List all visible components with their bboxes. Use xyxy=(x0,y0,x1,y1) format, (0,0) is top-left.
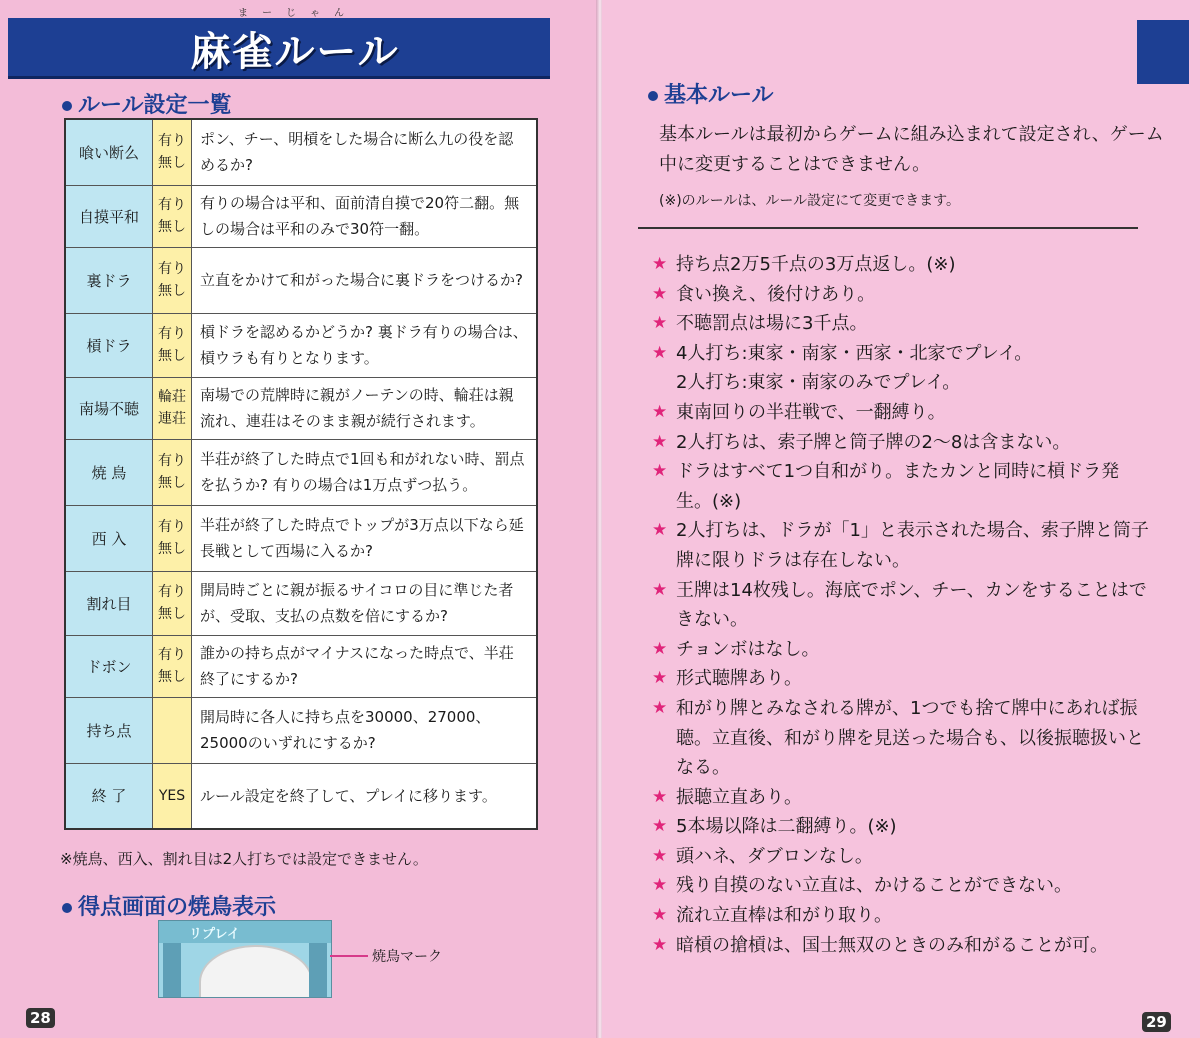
rule-option: YES xyxy=(153,763,192,829)
rule-description: 開局時に各人に持ち点を30000、27000、25000のいずれにするか? xyxy=(192,697,538,763)
rule-text: 和がり牌とみなされる牌が、1つでも捨て牌中にあれば振聴。立直後、和がり牌を見送った場合も、以後振聴扱いとなる。 xyxy=(676,697,1144,779)
rule-option: 有り 無し xyxy=(153,313,192,377)
rule-description: 誰かの持ち点がマイナスになった時点で、半荘終了にするか? xyxy=(192,635,538,697)
rule-name: 終 了 xyxy=(65,763,153,829)
list-item xyxy=(652,842,1152,872)
left-page xyxy=(0,0,598,1038)
rule-option: 有り 無し xyxy=(153,439,192,505)
rule-option: 有り 無し xyxy=(153,185,192,247)
bullet-icon xyxy=(62,903,72,913)
screen-pillar xyxy=(309,943,327,997)
rule-text: 持ち点2万5千点の3万点返し。(※) xyxy=(676,254,956,275)
right-page xyxy=(602,0,1200,1038)
rule-text: 4人打ち:東家・南家・西家・北家でプレイ。 2人打ち:東家・南家のみでプレイ。 xyxy=(676,342,1033,394)
star-icon: ★ xyxy=(652,461,668,482)
rule-text: チョンボはなし。 xyxy=(676,638,820,660)
rule-name: 槓ドラ xyxy=(65,313,153,377)
rule-option: 有り 無し xyxy=(153,635,192,697)
page-tab xyxy=(1137,20,1189,84)
star-icon: ★ xyxy=(652,638,668,659)
screen-top-bar xyxy=(159,921,331,943)
star-icon: ★ xyxy=(652,786,668,807)
rule-text: 流れ立直棒は和がり取り。 xyxy=(676,905,892,927)
basic-rules-intro: 基本ルールは最初からゲームに組み込まれて設定され、ゲーム中に変更することはできません。 xyxy=(659,124,1164,175)
star-icon: ★ xyxy=(652,520,668,541)
list-item xyxy=(652,871,1152,901)
page-number-right: 29 xyxy=(1142,1012,1171,1032)
yakitori-mark-label: 焼鳥マーク xyxy=(372,949,442,965)
rule-description: 槓ドラを認めるかどうか? 裏ドラ有りの場合は、槓ウラも有りとなります。 xyxy=(192,313,538,377)
bullet-icon xyxy=(62,101,72,111)
list-item xyxy=(652,576,1152,635)
rule-description: 有りの場合は平和、面前清自摸で20符二翻。無しの場合は平和のみで30符一翻。 xyxy=(192,185,538,247)
section-heading-basic-rules: 基本ルール xyxy=(648,78,774,109)
star-icon: ★ xyxy=(652,401,668,422)
rule-option: 有り 無し xyxy=(153,571,192,635)
list-item xyxy=(652,428,1152,458)
basic-rules-note: (※)のルールは、ルール設定にて変更できます。 xyxy=(659,193,960,209)
list-item xyxy=(652,635,1152,665)
basic-rules-list xyxy=(652,250,1152,960)
rule-text: ドラはすべて1つ自和がり。またカンと同時に槓ドラ発生。(※) xyxy=(676,461,1120,512)
rule-text: 東南回りの半荘戦で、一翻縛り。 xyxy=(676,401,946,423)
list-item xyxy=(652,812,1152,842)
page-title: 麻雀ルール xyxy=(190,29,400,75)
star-icon: ★ xyxy=(652,905,668,926)
rule-option: 輪荘 連荘 xyxy=(153,377,192,439)
rule-description: 南場での荒牌時に親がノーテンの時、輪荘は親流れ、連荘はそのまま親が続行されます。 xyxy=(192,377,538,439)
star-icon: ★ xyxy=(652,668,668,689)
rule-text: 頭ハネ、ダブロンなし。 xyxy=(676,845,873,867)
table-row xyxy=(65,119,537,185)
list-item xyxy=(652,339,1152,398)
table-row xyxy=(65,185,537,247)
rule-name: ドボン xyxy=(65,635,153,697)
list-item xyxy=(652,516,1152,575)
rule-name: 西 入 xyxy=(65,505,153,571)
score-screen-image xyxy=(158,920,332,998)
star-icon: ★ xyxy=(652,254,668,274)
divider xyxy=(638,227,1138,229)
rule-name: 自摸平和 xyxy=(65,185,153,247)
star-icon: ★ xyxy=(652,875,668,896)
rule-name: 割れ目 xyxy=(65,571,153,635)
rule-description: ポン、チー、明槓をした場合に断么九の役を認めるか? xyxy=(192,119,538,185)
screen-dome xyxy=(199,945,313,998)
star-icon: ★ xyxy=(652,313,668,334)
table-row xyxy=(65,763,537,829)
list-item xyxy=(652,783,1152,813)
rule-settings-table xyxy=(64,118,538,830)
table-row xyxy=(65,439,537,505)
table-row xyxy=(65,377,537,439)
star-icon: ★ xyxy=(652,283,668,304)
list-item xyxy=(652,457,1152,516)
page-number-left: 28 xyxy=(26,1008,55,1028)
list-item xyxy=(652,280,1152,310)
star-icon: ★ xyxy=(652,431,668,452)
rule-text: 2人打ちは、ドラが「1」と表示された場合、索子牌と筒子牌に限りドラは存在しない。 xyxy=(676,520,1149,571)
rule-description: 半荘が終了した時点でトップが3万点以下なら延長戦として西場に入るか? xyxy=(192,505,538,571)
list-item xyxy=(652,309,1152,339)
rule-option: 有り 無し xyxy=(153,505,192,571)
rule-name: 持ち点 xyxy=(65,697,153,763)
rule-name: 裏ドラ xyxy=(65,247,153,313)
yakitori-note: ※焼鳥、西入、割れ目は2人打ちでは設定できません。 xyxy=(60,850,428,868)
screen-pillar xyxy=(163,943,181,997)
table-row xyxy=(65,247,537,313)
rule-text: 形式聴牌あり。 xyxy=(676,668,802,690)
list-item xyxy=(652,694,1152,783)
rule-text: 不聴罰点は場に3千点。 xyxy=(676,313,868,335)
rule-option: 有り 無し xyxy=(153,247,192,313)
rule-text: 王牌は14枚残し。海底でポン、チー、カンをすることはできない。 xyxy=(676,579,1147,631)
rule-description: 半荘が終了した時点で1回も和がれない時、罰点を払うか? 有りの場合は1万点ずつ払う。 xyxy=(192,439,538,505)
rule-name: 南場不聴 xyxy=(65,377,153,439)
star-icon: ★ xyxy=(652,697,668,718)
star-icon: ★ xyxy=(652,342,668,363)
rule-name: 喰い断么 xyxy=(65,119,153,185)
table-row xyxy=(65,571,537,635)
rule-option: 有り 無し xyxy=(153,119,192,185)
star-icon: ★ xyxy=(652,816,668,837)
star-icon: ★ xyxy=(652,934,668,955)
rule-text: 食い換え、後付けあり。 xyxy=(676,283,876,305)
table-row xyxy=(65,697,537,763)
rule-description: 開局時ごとに親が振るサイコロの目に準じた者が、受取、支払の点数を倍にするか? xyxy=(192,571,538,635)
yakitori-pointer-line xyxy=(330,955,368,957)
list-item xyxy=(652,398,1152,428)
rule-text: 2人打ちは、索子牌と筒子牌の2〜8は含まない。 xyxy=(676,431,1071,453)
list-item xyxy=(652,250,1152,280)
rule-text: 5本場以降は二翻縛り。(※) xyxy=(676,816,897,838)
list-item xyxy=(652,901,1152,931)
rule-text: 暗槓の搶槓は、国士無双のときのみ和がることが可。 xyxy=(676,934,1108,956)
star-icon: ★ xyxy=(652,845,668,866)
rule-description: ルール設定を終了して、プレイに移ります。 xyxy=(192,763,538,829)
title-ruby: まーじゃん xyxy=(238,8,358,19)
screen-replay-label: リプレイ xyxy=(189,927,240,942)
table-row xyxy=(65,313,537,377)
rule-text: 残り自摸のない立直は、かけることができない。 xyxy=(676,875,1072,897)
section-heading-score-screen: 得点画面の焼鳥表示 xyxy=(62,890,276,921)
rule-text: 振聴立直あり。 xyxy=(676,786,802,808)
bullet-icon xyxy=(648,91,658,101)
table-row xyxy=(65,505,537,571)
rule-description: 立直をかけて和がった場合に裏ドラをつけるか? xyxy=(192,247,538,313)
list-item xyxy=(652,931,1152,961)
list-item xyxy=(652,664,1152,694)
star-icon: ★ xyxy=(652,579,668,600)
table-row xyxy=(65,635,537,697)
rule-option xyxy=(153,697,192,763)
rule-name: 焼 鳥 xyxy=(65,439,153,505)
section-heading-rule-settings: ルール設定一覧 xyxy=(62,88,232,119)
